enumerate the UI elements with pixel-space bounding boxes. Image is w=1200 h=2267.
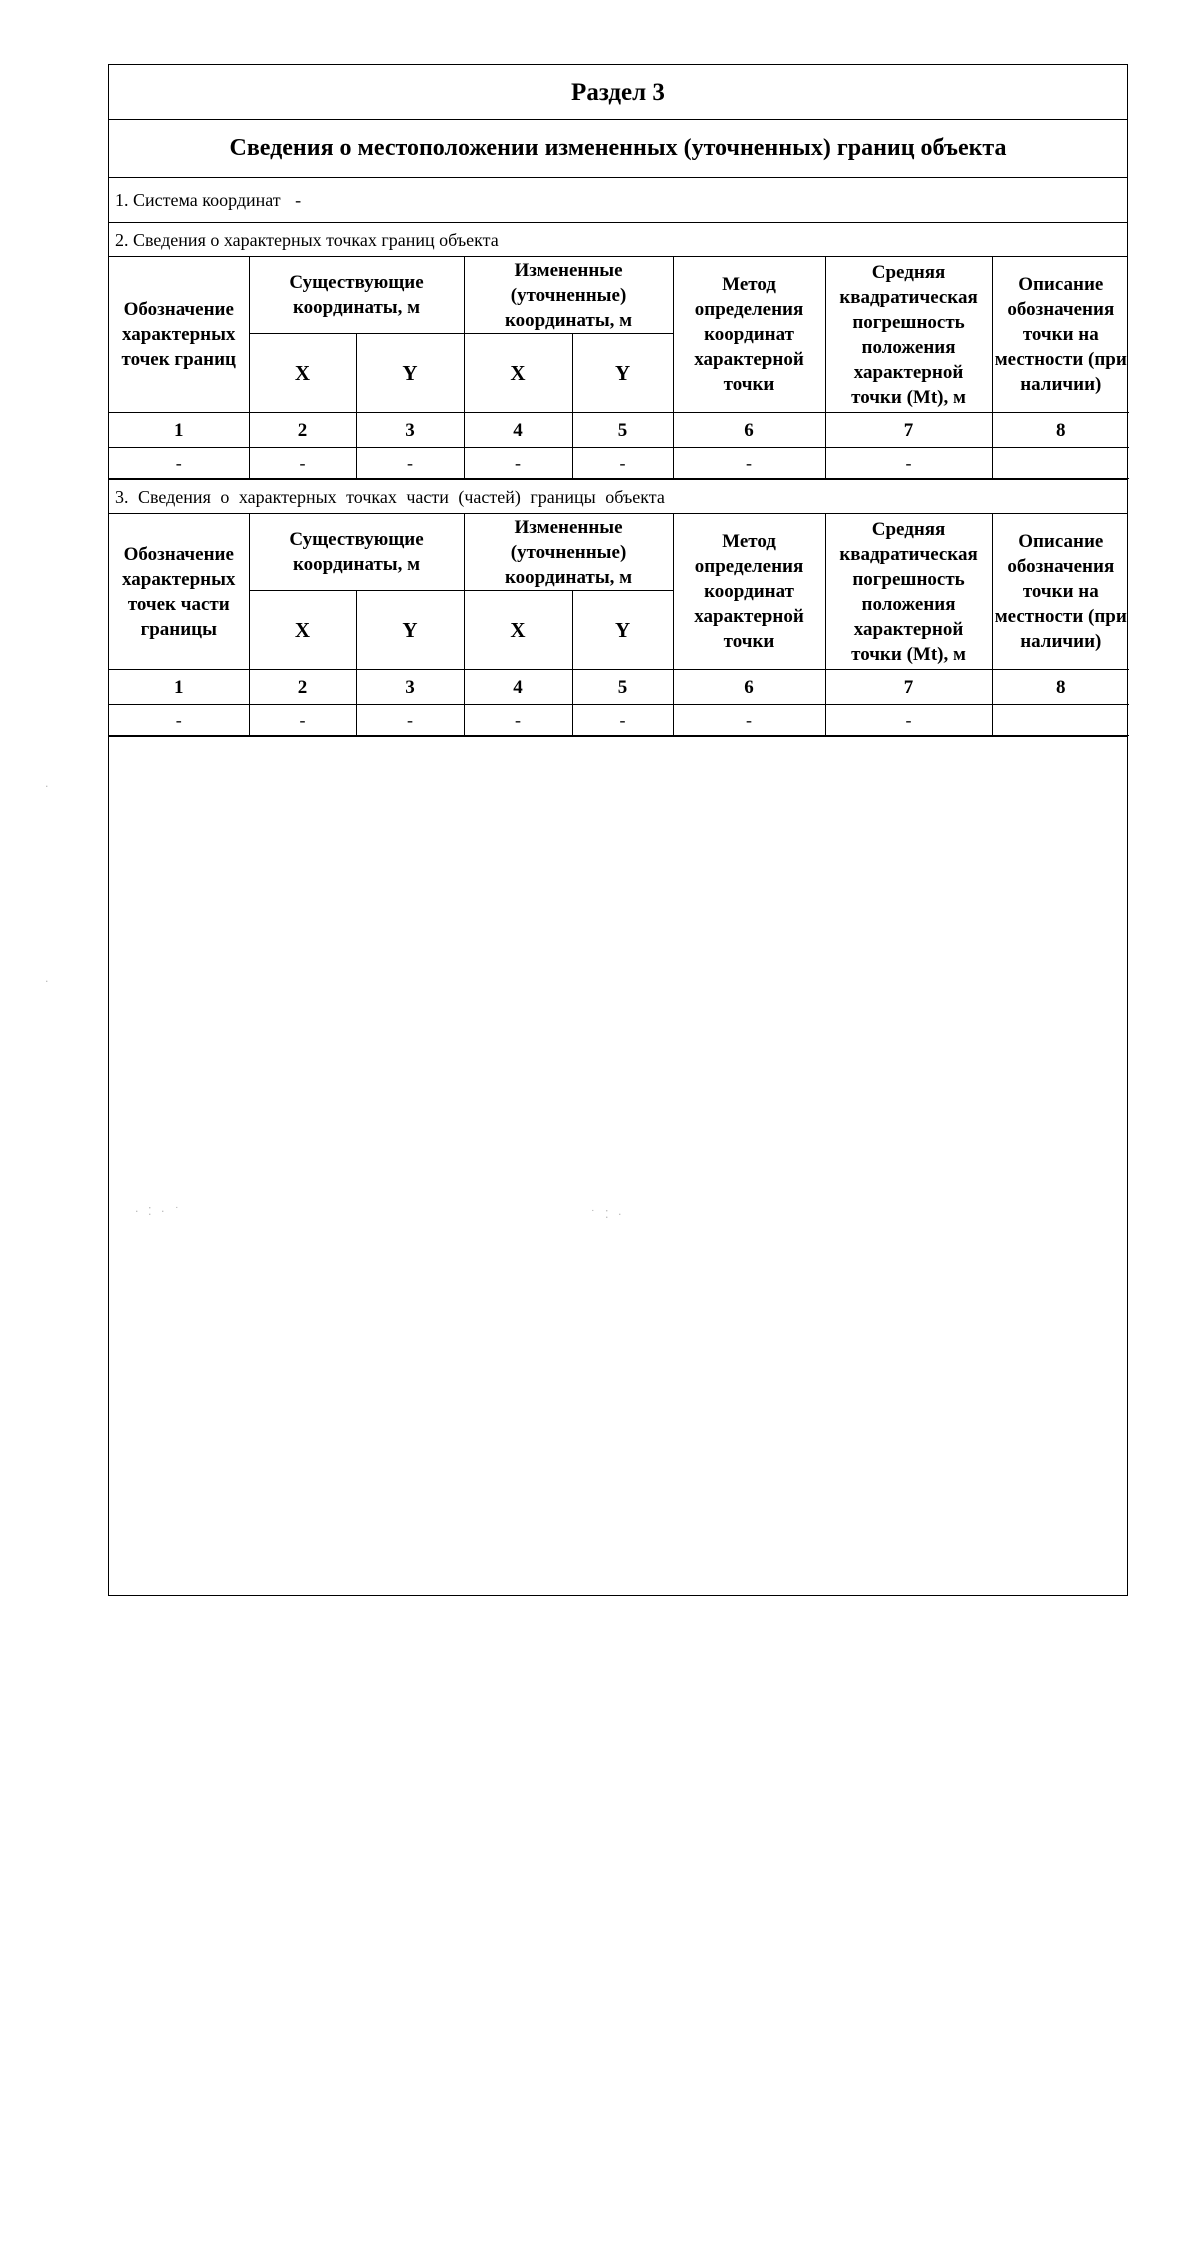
table2 <box>109 514 1129 736</box>
table1-col-number: 5 <box>572 413 673 448</box>
table1-header-existing-x: X <box>249 334 356 413</box>
table2-cell: - <box>825 705 992 736</box>
table1-col-number: 1 <box>109 413 249 448</box>
table1-header-designation: Обозначение характерных точек границ <box>109 257 249 413</box>
scan-artifact: · ⁚ · ˙ <box>135 1205 183 1218</box>
coordinate-system-label: 1. Система координат <box>115 190 281 210</box>
table1-header-existing-y: Y <box>356 334 464 413</box>
scan-artifact: · <box>45 975 52 988</box>
table1-header-changed: Измененные (уточненные) координаты, м <box>464 257 673 334</box>
table2-header-description: Описание обозначения точки на местности (при наличии) <box>992 514 1129 670</box>
table1-header-changed-y: Y <box>572 334 673 413</box>
table1-cell <box>992 448 1129 479</box>
table1 <box>109 257 1129 479</box>
table2-cell <box>992 705 1129 736</box>
table1-col-number: 6 <box>673 413 825 448</box>
table2-cell: - <box>673 705 825 736</box>
coordinate-system-value: - <box>295 190 302 210</box>
table2-header-designation: Обозначение характерных точек части границы <box>109 514 249 670</box>
scan-artifact: · <box>45 780 52 793</box>
table1-cell: - <box>356 448 464 479</box>
table1-header-changed-x: X <box>464 334 572 413</box>
table1-cell: - <box>673 448 825 479</box>
table1-caption: 2. Сведения о характерных точках границ объекта <box>109 223 1127 257</box>
table2-col-number: 3 <box>356 670 464 705</box>
table-row <box>109 448 1129 479</box>
table1-cell: - <box>572 448 673 479</box>
table2-header-error: Средняя квадратическая погрешность положения характерной точки (Mt), м <box>825 514 992 670</box>
document-frame <box>108 64 1128 1596</box>
table1-wrapper <box>109 257 1127 480</box>
table2-header-method: Метод определения координат характерной точки <box>673 514 825 670</box>
table2-header-changed-x: X <box>464 591 572 670</box>
table-row <box>109 705 1129 736</box>
section-subtitle: Сведения о местоположении измененных (уточненных) границ объекта <box>109 120 1127 178</box>
table2-col-number: 5 <box>572 670 673 705</box>
table2-col-number: 4 <box>464 670 572 705</box>
table1-header-description: Описание обозначения точки на местности (при наличии) <box>992 257 1129 413</box>
blank-area <box>109 737 1127 2267</box>
table1-col-number: 8 <box>992 413 1129 448</box>
table1-col-number: 3 <box>356 413 464 448</box>
table2-header-changed: Измененные (уточненные) координаты, м <box>464 514 673 591</box>
table2-cell: - <box>356 705 464 736</box>
table1-col-number: 7 <box>825 413 992 448</box>
table2-header-existing-x: X <box>249 591 356 670</box>
table1-header-existing: Существующие координаты, м <box>249 257 464 334</box>
section-title: Раздел 3 <box>109 65 1127 120</box>
table1-cell: - <box>825 448 992 479</box>
coordinate-system-row <box>109 178 1127 223</box>
table2-cell: - <box>249 705 356 736</box>
table2-col-number: 8 <box>992 670 1129 705</box>
table1-cell: - <box>109 448 249 479</box>
table2-col-number: 2 <box>249 670 356 705</box>
table2-wrapper <box>109 514 1127 737</box>
table1-col-number: 4 <box>464 413 572 448</box>
table1-cell: - <box>249 448 356 479</box>
table1-header-error: Средняя квадратическая погрешность положения характерной точки (Mt), м <box>825 257 992 413</box>
table2-cell: - <box>572 705 673 736</box>
table1-col-number: 2 <box>249 413 356 448</box>
table1-header-method: Метод определения координат характерной точки <box>673 257 825 413</box>
table2-col-number: 6 <box>673 670 825 705</box>
scan-artifact: ˙ ⁚ · <box>590 1208 625 1221</box>
table2-col-number: 1 <box>109 670 249 705</box>
table2-cell: - <box>464 705 572 736</box>
table2-header-existing: Существующие координаты, м <box>249 514 464 591</box>
table2-cell: - <box>109 705 249 736</box>
table2-header-existing-y: Y <box>356 591 464 670</box>
table1-cell: - <box>464 448 572 479</box>
table2-header-changed-y: Y <box>572 591 673 670</box>
table2-caption: 3. Сведения о характерных точках части (частей) границы объекта <box>109 480 1127 514</box>
table2-col-number: 7 <box>825 670 992 705</box>
